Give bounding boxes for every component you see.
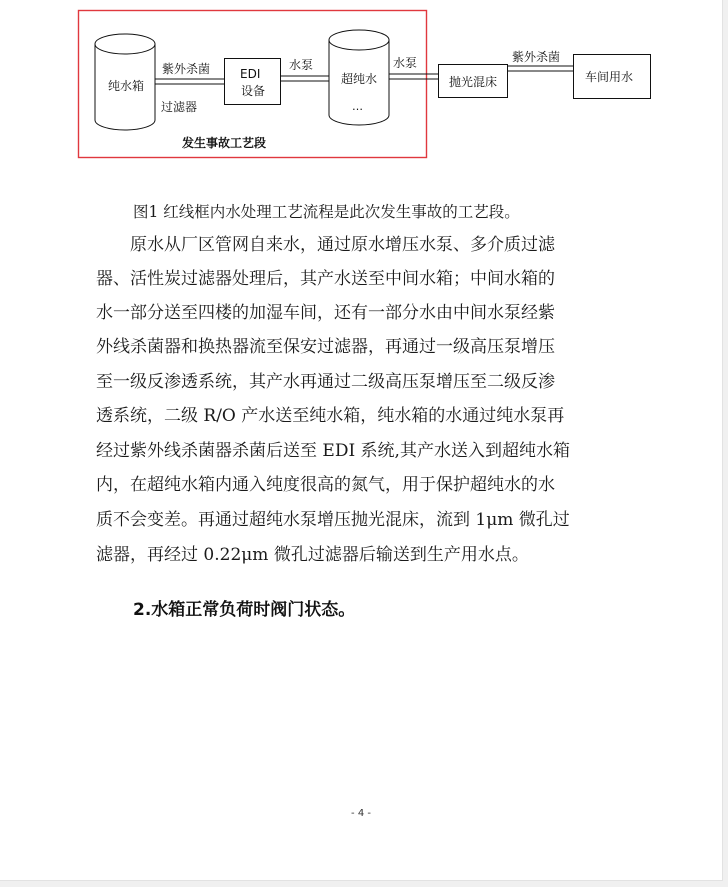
pump-label-2: 水泵 — [393, 56, 418, 70]
paragraph-line: 至一级反渗透系统，其产水再通过二级高压泵增压至二级反渗 — [96, 372, 555, 392]
ultra-pure-water-dots: … — [352, 100, 363, 113]
paragraph-line: 器、活性炭过滤器处理后，其产水送至中间水箱；中间水箱的 — [96, 269, 555, 289]
uv-sterilize-label-1: 紫外杀菌 — [162, 62, 211, 76]
edi-label-line1: EDI — [240, 67, 261, 81]
paragraph-line: 水一部分送至四楼的加湿车间，还有一部分水由中间水泵经紫 — [96, 303, 555, 323]
paragraph-line: 滤器，再经过 0.22μm 微孔过滤器后输送到生产用水点。 — [96, 545, 529, 565]
workshop-water-label: 车间用水 — [585, 70, 634, 84]
page-number: - 4 - — [351, 808, 371, 819]
edi-label-line2: 设备 — [241, 84, 266, 98]
paragraph-line: 外线杀菌器和换热器流至保安过滤器，再通过一级高压泵增压 — [96, 337, 555, 357]
pump-label-1: 水泵 — [289, 58, 314, 72]
ultra-pure-water-label: 超纯水 — [341, 72, 378, 86]
accident-section-label: 发生事故工艺段 — [182, 136, 267, 150]
pure-water-tank-label: 纯水箱 — [108, 79, 145, 93]
section-heading: 2.水箱正常负荷时阀门状态。 — [133, 600, 356, 620]
figure-caption: 图1 红线框内水处理工艺流程是此次发生事故的工艺段。 — [133, 203, 520, 221]
filter-label: 过滤器 — [161, 100, 198, 114]
paragraph-line: 质不会变差。再通过超纯水泵增压抛光混床，流到 1μm 微孔过 — [96, 510, 570, 530]
polishing-bed-label: 抛光混床 — [449, 75, 498, 89]
uv-sterilize-label-2: 紫外杀菌 — [512, 50, 561, 64]
paragraph-line: 内，在超纯水箱内通入纯度很高的氮气，用于保护超纯水的水 — [96, 475, 555, 495]
paragraph-line: 原水从厂区管网自来水，通过原水增压水泵、多介质过滤 — [96, 235, 555, 255]
process-flow-diagram — [0, 0, 722, 170]
paragraph-line: 透系统，二级 R/O 产水送至纯水箱，纯水箱的水通过纯水泵再 — [96, 406, 565, 426]
paragraph-line: 经过紫外线杀菌器杀菌后送至 EDI 系统,其产水送入到超纯水箱 — [96, 441, 570, 461]
